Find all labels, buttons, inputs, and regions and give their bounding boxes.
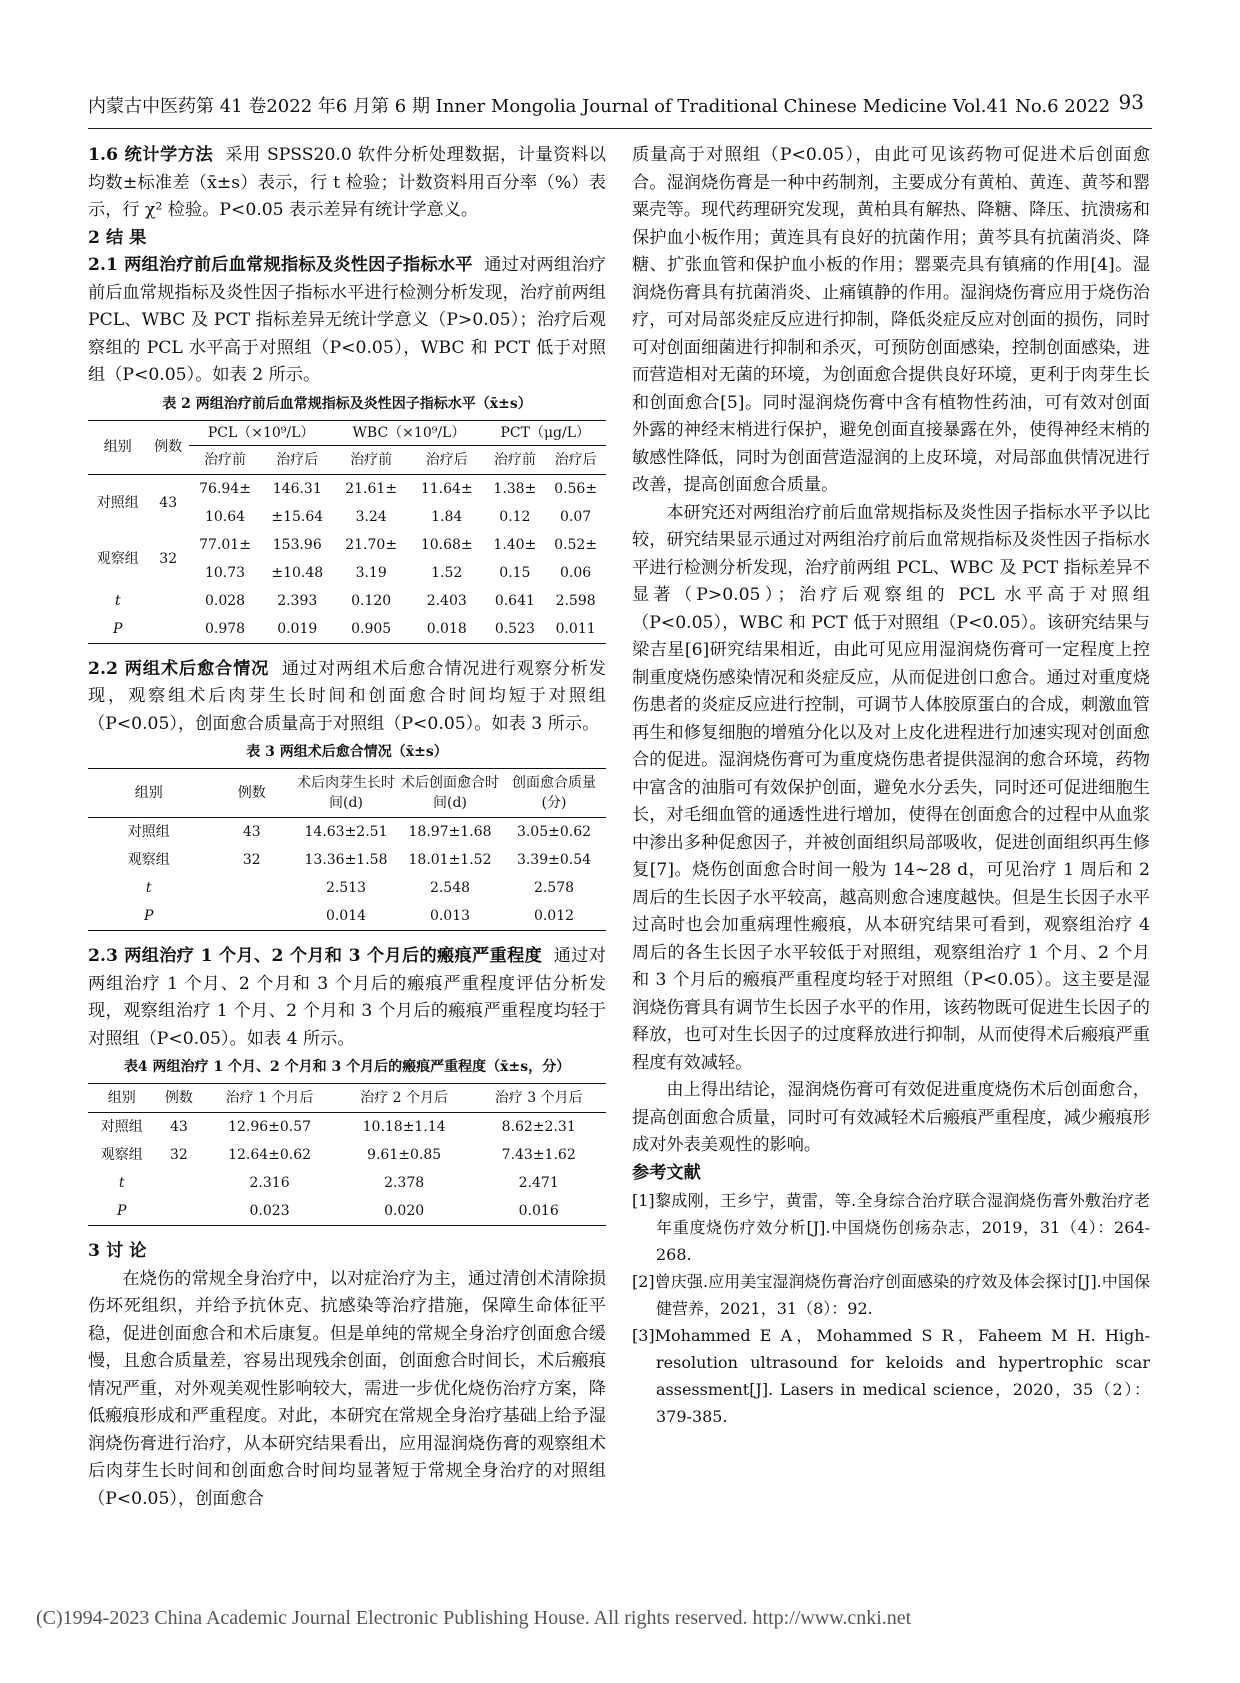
- t2-cell: 0.07: [560, 508, 592, 525]
- section-2-2: [88, 656, 606, 739]
- t2-cell: 11.64±: [420, 480, 473, 497]
- conclusion-paragraph: 由上得出结论，湿润烧伤膏可有效促进重度烧伤术后创面愈合，提高创面愈合质量，同时可有效减轻术后瘢痕严重程度，减少瘢痕形成对外表美观性的影响。: [632, 1080, 1150, 1155]
- t3-cell: t: [145, 880, 152, 896]
- t2-cell: 1.52: [431, 564, 463, 581]
- t2-cell: 10.73: [204, 564, 246, 581]
- table-row: [88, 1169, 606, 1197]
- t2-cell: 10.68±: [420, 536, 473, 553]
- t4-cell: 观察组: [100, 1147, 143, 1163]
- t2-sub-before: 治疗前: [189, 445, 261, 474]
- section-1-6-title: 1.6 统计学方法: [88, 145, 214, 165]
- t2-sub-after: 治疗后: [261, 445, 333, 474]
- table-row: [88, 874, 606, 902]
- reference-item: [2]曾庆强.应用美宝湿润烧伤膏治疗创面感染的疗效及体会探讨[J].中国保健营养，2021，31（8）：92.: [632, 1272, 1150, 1318]
- table-row: [88, 474, 606, 503]
- t2-cell: ±15.64: [271, 508, 324, 525]
- t2-sub-before: 治疗前: [333, 445, 409, 474]
- t4-cell: 8.62±2.31: [501, 1119, 576, 1135]
- t2-cell: 0.905: [351, 620, 392, 637]
- t3-cell: 18.01±1.52: [408, 852, 492, 868]
- t3-cell: 3.05±0.62: [516, 824, 592, 840]
- t4-cell: P: [116, 1203, 127, 1219]
- right-column: [632, 142, 1150, 1430]
- table-4-caption: 表4 两组治疗 1 个月、2 个月和 3 个月后的瘢痕严重程度（x̄±s，分）: [123, 1059, 571, 1075]
- t3-cell: 2.513: [325, 880, 367, 896]
- t3-cell: 43: [242, 824, 261, 840]
- left-column: [88, 142, 606, 1513]
- t2-cell: 21.61±: [345, 480, 398, 497]
- table-3-caption: 表 3 两组术后愈合情况（x̄±s）: [246, 744, 448, 760]
- t2-cell: 0.523: [494, 620, 535, 637]
- t2-cell: 0.018: [426, 620, 467, 637]
- t2-cell: 3.24: [355, 508, 387, 525]
- section-2-1-title: 2.1 两组治疗前后血常规指标及炎性因子指标水平: [88, 255, 473, 275]
- t3-header: 组别: [88, 769, 209, 818]
- t4-header: 治疗 1 个月后: [202, 1084, 337, 1113]
- section-2-title: 2 结 果: [88, 227, 147, 248]
- t4-cell: 2.316: [249, 1175, 290, 1191]
- table-row: [88, 587, 606, 615]
- t3-cell: 2.548: [429, 880, 471, 896]
- t2-header-pct: PCT（μg/L）: [485, 420, 606, 445]
- t2-cell: 153.96: [272, 536, 322, 553]
- section-2-3: [88, 943, 606, 1053]
- t4-cell: 12.96±0.57: [228, 1119, 312, 1135]
- page-number: 93: [1118, 90, 1144, 114]
- discussion-paragraph-1: 在烧伤的常规全身治疗中，以对症治疗为主，通过清创术清除损伤坏死组织，并给予抗休克、抗感染等治疗措施，保障生命体征平稳，促进创面愈合和术后康复。但是单纯的常规全身治疗创面愈合缓慢，且愈合质量差，容易出现残余创面，创面愈合时间长，术后瘢痕情况严重，对外观美观性影响较大，需进一步优化烧伤治疗方案，降低瘢痕形成和严重程度。对此，本研究在常规全身治疗基础上给予湿润烧伤膏进行治疗，从本研究结果看出，应用湿润烧伤膏的观察组术后肉芽生长时间和创面愈合时间均显著短于常规全身治疗的对照组（P<0.05），创面愈合: [88, 1268, 606, 1509]
- t2-header-pcl: PCL（×10⁹/L）: [189, 420, 333, 445]
- t4-cell: 0.023: [249, 1203, 290, 1219]
- table-4: [88, 1083, 606, 1226]
- t3-cell: [209, 902, 294, 931]
- t4-cell: 0.020: [384, 1203, 425, 1219]
- t2-sub-after: 治疗后: [409, 445, 485, 474]
- t3-cell: 14.63±2.51: [304, 824, 388, 840]
- t2-cell: 146.31: [272, 480, 322, 497]
- table-2: [88, 420, 606, 644]
- t3-cell: 对照组: [127, 824, 170, 840]
- t3-cell: 18.97±1.68: [408, 824, 492, 840]
- t2-cell: 0.120: [351, 592, 392, 609]
- t2-cell: 76.94±: [199, 480, 251, 497]
- t2-sub-after: 治疗后: [545, 445, 606, 474]
- t2-empty: [148, 587, 189, 615]
- section-2-3-text: 通过对两组治疗 1 个月、2 个月和 3 个月后的瘢痕严重程度评估分析发现，观察组治疗 1 个月、2 个月和 3 个月后的瘢痕严重程度均轻于对照组（P<0.05）。如表 4 所示。: [88, 946, 606, 1049]
- table-row: [88, 615, 606, 644]
- table-row: [88, 902, 606, 931]
- t4-cell: 2.471: [518, 1175, 559, 1191]
- t2-cell: 1.84: [431, 508, 463, 525]
- t2-cell: 0.06: [560, 564, 592, 581]
- t4-cell: t: [118, 1175, 125, 1191]
- t2-cell: 0.019: [277, 620, 318, 637]
- t3-header: 术后肉芽生长时间(d): [294, 769, 398, 818]
- discussion-paragraph-2: 质量高于对照组（P<0.05），由此可见该药物可促进术后创面愈合。湿润烧伤膏是一种中药制剂，主要成分有黄柏、黄连、黄芩和罂粟壳等。现代药理研究发现，黄柏具有解热、降糖、降压、抗溃疡和保护血小板作用；黄连具有良好的抗菌作用；黄芩具有抗菌消炎、降糖、扩张血管和保护血小板的作用；罂粟壳具有镇痛的作用[4]。湿润烧伤膏具有抗菌消炎、止痛镇静的作用。湿润烧伤膏应用于烧伤治疗，可对局部炎症反应进行抑制，降低炎症反应对创面的损伤，同时可对创面细菌进行抑制和杀灭，可预防创面感染，控制创面感染，进而营造相对无菌的环境，为创面愈合提供良好环境，更利于肉芽生长和创面愈合[5]。同时湿润烧伤膏中含有植物性药油，可有效对创面外露的神经末梢进行保护，避免创面直接暴露在外，使得神经末梢的敏感性降低，同时为创面营造湿润的上皮环境，对局部血供情况进行改善，提高创面愈合质量。: [632, 145, 1150, 495]
- t2-cell: 1.38±: [493, 480, 537, 497]
- table-2-caption: 表 2 两组治疗前后血常规指标及炎性因子指标水平（x̄±s）: [162, 395, 532, 412]
- running-header: [88, 88, 1152, 129]
- t4-cell: [155, 1197, 202, 1226]
- table-row: [88, 1197, 606, 1226]
- t2-cell: 0.011: [555, 620, 596, 637]
- t3-header: 术后创面愈合时间(d): [398, 769, 502, 818]
- t2-cell: 0.52±: [554, 536, 598, 553]
- t2-group-cell: 观察组: [96, 550, 139, 567]
- t2-t-label: t: [114, 592, 121, 609]
- t3-cell: 3.39±0.54: [516, 852, 592, 868]
- t2-sub-before: 治疗前: [485, 445, 546, 474]
- t3-cell: 13.36±1.58: [304, 852, 388, 868]
- t3-cell: P: [144, 908, 154, 924]
- table-row: [88, 1141, 606, 1169]
- section-2-1: [88, 252, 606, 390]
- t4-cell: 对照组: [100, 1119, 143, 1135]
- t2-cell: 3.19: [355, 564, 387, 581]
- table-row: [88, 531, 606, 559]
- t2-cell: 21.70±: [345, 536, 398, 553]
- t4-cell: 0.016: [518, 1203, 559, 1219]
- t4-header: 例数: [155, 1084, 202, 1113]
- t2-cell: 0.641: [494, 592, 535, 609]
- t4-cell: 9.61±0.85: [367, 1147, 442, 1163]
- t2-cell: 2.393: [277, 592, 318, 609]
- t4-header: 组别: [88, 1084, 155, 1113]
- section-1-6: [88, 142, 606, 225]
- t3-header: 例数: [209, 769, 294, 818]
- t2-cell: 77.01±: [199, 536, 251, 553]
- t2-cell: 0.028: [204, 592, 246, 609]
- t3-cell: 0.012: [533, 908, 575, 924]
- reference-item: [1]黎成刚，王乡宁，黄雷，等.全身综合治疗联合湿润烧伤膏外敷治疗老年重度烧伤疗效分析[J].中国烧伤创疡杂志，2019，31（4）：264-268.: [632, 1191, 1150, 1264]
- t4-cell: 12.64±0.62: [228, 1147, 312, 1163]
- t4-cell: 2.378: [384, 1175, 425, 1191]
- t4-header: 治疗 3 个月后: [471, 1084, 606, 1113]
- t2-cell: 0.56±: [554, 480, 598, 497]
- t2-header-wbc: WBC（×10⁹/L）: [333, 420, 484, 445]
- section-2-3-title: 2.3 两组治疗 1 个月、2 个月和 3 个月后的瘢痕严重程度: [88, 946, 543, 966]
- t3-cell: 0.014: [325, 908, 367, 924]
- reference-item: [3]Mohammed E A，Mohammed S R，Faheem M H. High-resolution ultrasound for keloids and hypertrophic scar assessment[J]. Lasers in medical science，2020，35（2）：379-385.: [632, 1326, 1150, 1426]
- t2-cell: ±10.48: [271, 564, 324, 581]
- t2-cell: 2.403: [426, 592, 467, 609]
- t4-cell: 7.43±1.62: [501, 1147, 576, 1163]
- t2-cell: 0.978: [204, 620, 246, 637]
- table-3: [88, 768, 606, 931]
- t3-cell: 0.013: [429, 908, 471, 924]
- t3-cell: 2.578: [533, 880, 575, 896]
- table-row: [88, 818, 606, 847]
- t2-group-cell: 对照组: [96, 494, 139, 511]
- t2-cell: 0.12: [499, 508, 531, 525]
- t4-cell: [155, 1169, 202, 1197]
- section-2-2-title: 2.2 两组术后愈合情况: [88, 658, 270, 679]
- references-title: 参考文献: [632, 1162, 701, 1183]
- section-1-6-text: 采用 SPSS20.0 软件分析处理数据，计量资料以均数±标准差（x̄±s）表示，行 t 检验；计数资料用百分率（%）表示，行 χ² 检验。P<0.05 表示差异有统计学意义。: [88, 145, 606, 220]
- t4-header: 治疗 2 个月后: [337, 1084, 472, 1113]
- section-3-title: 3 讨 论: [88, 1241, 147, 1261]
- table-row: [88, 846, 606, 874]
- t3-cell: 观察组: [127, 852, 170, 868]
- section-2-1-text: 通过对两组治疗前后血常规指标及炎性因子指标水平进行检测分析发现，治疗前两组 PCL、WBC 及 PCT 指标差异无统计学意义（P>0.05）；治疗后观察组的 PCL 水平高于对照组（P<0.05），WBC 和 PCT 低于对照组（P<0.05）。如表 2 所示。: [88, 255, 606, 385]
- t2-cell: 10.64: [204, 508, 246, 525]
- t2-cell: 0.15: [499, 564, 531, 581]
- t3-header: 创面愈合质量(分): [502, 769, 606, 818]
- t2-n-cell: 43: [159, 494, 178, 511]
- journal-title: 内蒙古中医药第 41 卷2022 年6 月第 6 期 Inner Mongolia Journal of Traditional Chinese Medicine Vol.41 No.6 2022: [88, 96, 1111, 117]
- discussion-paragraph-3: 本研究还对两组治疗前后血常规指标及炎性因子指标水平予以比较，研究结果显示通过对两组治疗前后血常规指标及炎性因子指标水平进行检测分析发现，治疗前两组 PCL、WBC 及 PCT 指标差异不显著（P>0.05）；治疗后观察组的 PCL 水平高于对照组（P<0.05），WBC 和 PCT 低于对照组（P<0.05）。该研究结果与梁吉星[6]研究结果相近，由此可见应用湿润烧伤膏可一定程度上控制重度烧伤感染情况和炎症反应，从而促进创口愈合。通过对重度烧伤患者的炎症反应进行控制，可调节人体胶原蛋白的合成，刺激血管再生和修复细胞的增殖分化以及对上皮化进程进行加速实现对创面愈合的促进。湿润烧伤膏可为重度烧伤患者提供湿润的愈合环境，药物中富含的油脂可有效保护创面，避免水分丢失，同时还可促进细胞生长，对毛细血管的通透性进行增加，使得在创面愈合的过程中从血浆中渗出多种促愈因子，并被创面组织局部吸收，促进创面组织再生修复[7]。烧伤创面愈合时间一般为 14~28 d，可见治疗 1 周后和 2 周后的生长因子水平较高，越高则愈合速度越快。但是生长因子水平过高时也会加重病理性瘢痕，从本研究结果可看到，观察组治疗 4 周后的各生长因子水平较低于对照组，观察组治疗 1 个月、2 个月和 3 个月后的瘢痕严重程度均轻于对照组（P<0.05）。这主要是湿润烧伤膏具有调节生长因子水平的作用，该药物既可促进生长因子的释放，也可对生长因子的过度释放进行抑制，从而使得术后瘢痕严重程度有效减轻。: [632, 502, 1150, 1073]
- t3-cell: [209, 874, 294, 902]
- t4-cell: 32: [169, 1147, 188, 1163]
- t4-cell: 10.18±1.14: [362, 1119, 446, 1135]
- t4-cell: 43: [169, 1119, 188, 1135]
- section-2-2-text: 通过对两组术后愈合情况进行观察分析发现，观察组术后肉芽生长时间和创面愈合时间均短于对照组（P<0.05），创面愈合质量高于对照组（P<0.05）。如表 3 所示。: [88, 658, 606, 734]
- t2-cell: 1.40±: [493, 536, 537, 553]
- t2-empty: [148, 615, 189, 644]
- t3-cell: 32: [242, 852, 261, 868]
- t2-header-n: 例数: [148, 420, 189, 474]
- copyright-footer: (C)1994-2023 China Academic Journal Electronic Publishing House. All rights reserved. http://www.cnki.net: [36, 1607, 912, 1629]
- table-row: [88, 1113, 606, 1142]
- t2-header-group: 组别: [88, 420, 148, 474]
- t2-cell: 2.598: [555, 592, 596, 609]
- t2-p-label: P: [113, 620, 123, 637]
- t2-n-cell: 32: [159, 550, 178, 567]
